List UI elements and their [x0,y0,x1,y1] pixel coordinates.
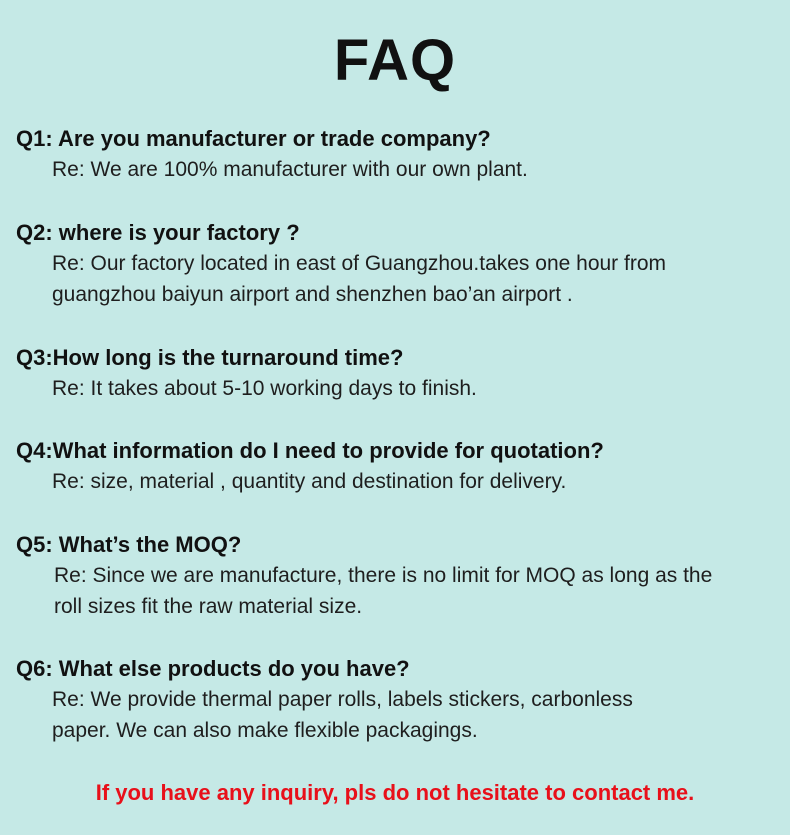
faq-question: Q6: What else products do you have? [16,656,410,681]
faq-answer [16,154,528,185]
faq-answer-line: Re: Our factory located in east of Guangzhou.takes one hour from [52,252,667,275]
faq-answer [16,684,633,746]
page-title: FAQ [333,28,457,93]
faq-answer-line: Re: We are 100% manufacturer with our own plant. [52,158,528,181]
faq-answer [16,560,712,622]
faq-answer-line: guangzhou baiyun airport and shenzhen bao’an airport . [52,283,573,306]
faq-item-q2 [16,218,666,310]
faq-question: Q3:How long is the turnaround time? [16,345,404,370]
faq-item-q6 [16,654,633,746]
faq-answer-line: Re: It takes about 5-10 working days to finish. [52,377,477,400]
faq-question: Q2: where is your factory ? [16,220,300,245]
contact-note: If you have any inquiry, pls do not hesitate to contact me. [95,780,695,805]
faq-answer-line: paper. We can also make flexible packagings. [52,719,478,742]
faq-question: Q4:What information do I need to provide for quotation? [16,438,604,463]
faq-answer [16,373,477,404]
faq-question: Q5: What’s the MOQ? [16,532,242,557]
faq-answer [16,466,604,497]
faq-question: Q1: Are you manufacturer or trade company? [16,126,491,151]
faq-item-q3 [16,343,477,404]
faq-item-q5 [16,530,712,622]
faq-answer [16,248,666,310]
faq-answer-line: roll sizes fit the raw material size. [54,595,363,618]
faq-item-q4 [16,436,604,497]
faq-answer-line: Re: Since we are manufacture, there is no limit for MOQ as long as the [54,564,713,587]
faq-item-q1 [16,124,528,185]
faq-answer-line: Re: We provide thermal paper rolls, labels stickers, carbonless [52,688,633,711]
faq-answer-line: Re: size, material , quantity and destination for delivery. [52,470,567,493]
